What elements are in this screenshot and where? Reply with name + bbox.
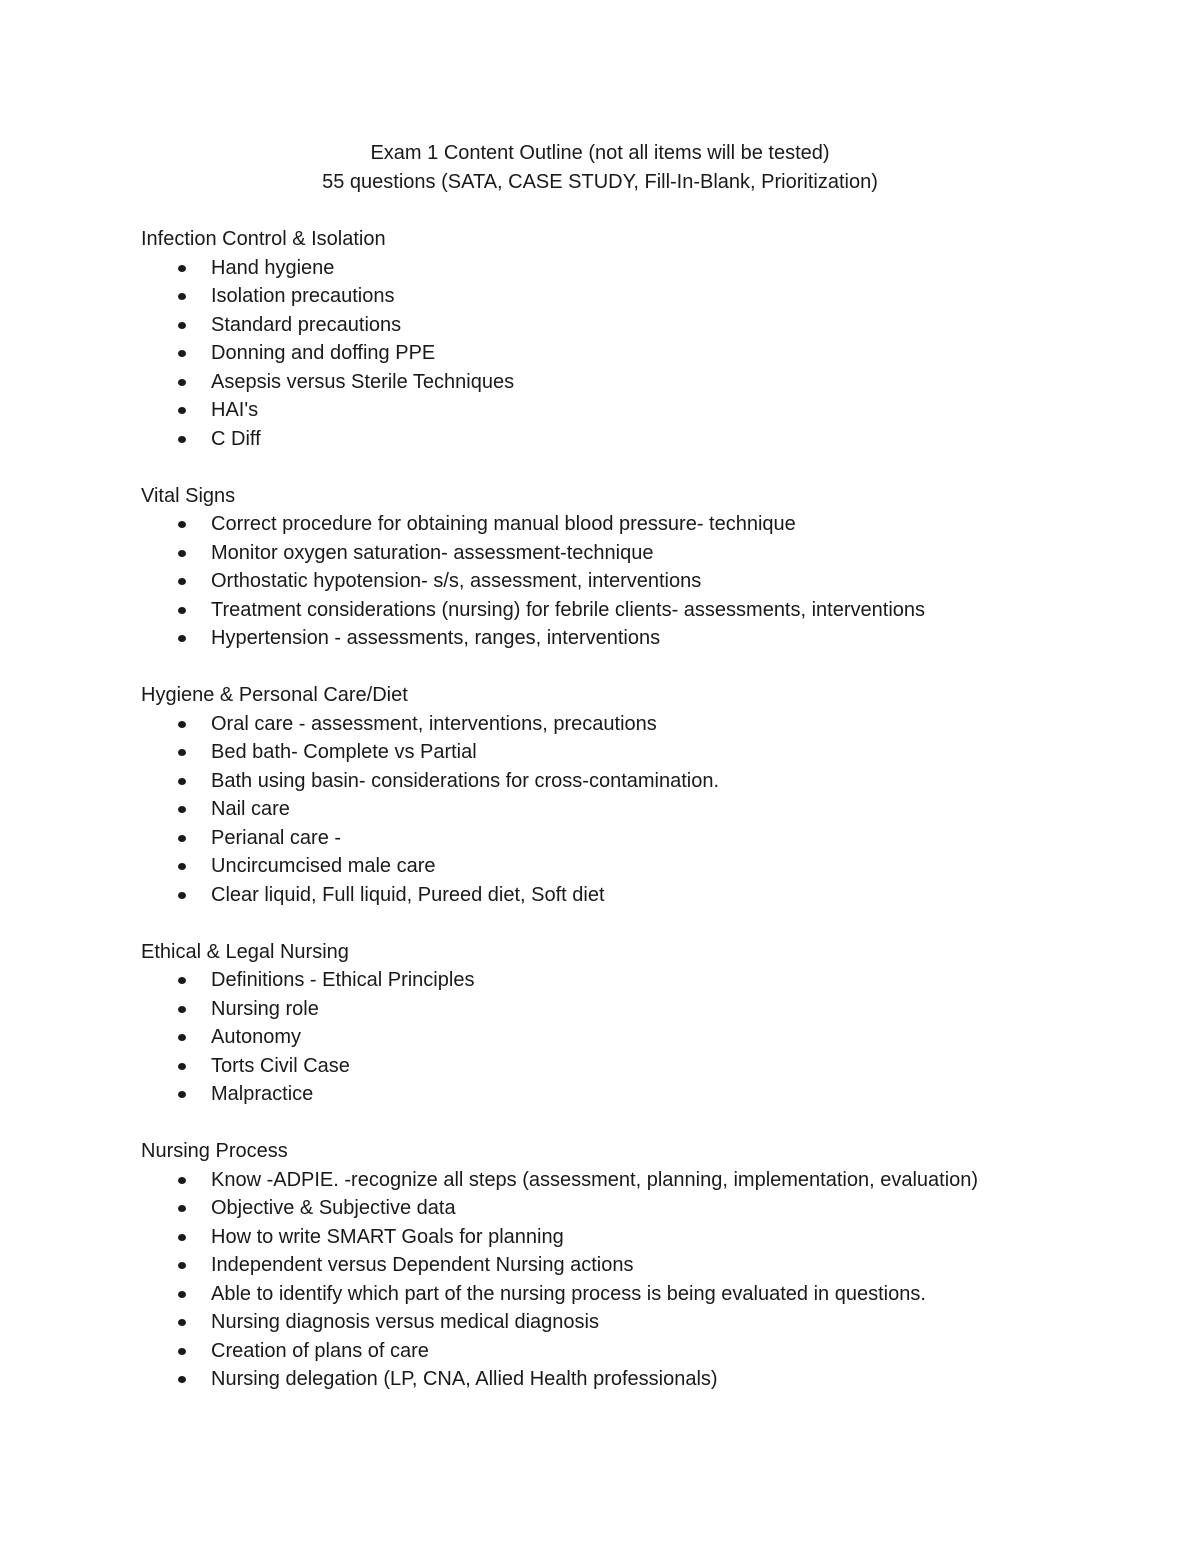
- section-heading: Hygiene & Personal Care/Diet: [141, 684, 408, 706]
- list-item-text: Bed bath- Complete vs Partial: [211, 741, 477, 763]
- bullet-icon: [178, 778, 186, 785]
- list-item-text: Donning and doffing PPE: [211, 342, 436, 364]
- list-item: [141, 510, 1141, 539]
- list-item: [141, 1080, 1141, 1109]
- bullet-icon: [178, 892, 186, 899]
- bullet-icon: [178, 1291, 186, 1298]
- list-item-text: Know -ADPIE. -recognize all steps (assessment, planning, implementation, evaluation): [211, 1168, 979, 1191]
- list-item-text: Bath using basin- considerations for cross-contamination.: [211, 769, 720, 792]
- bullet-icon: [178, 436, 186, 443]
- list-item: [141, 1337, 1141, 1366]
- list-item: [141, 539, 1141, 568]
- list-item: [141, 339, 1141, 368]
- list-item-text: Standard precautions: [211, 313, 402, 336]
- list-item: [141, 852, 1141, 881]
- list-item-text: Isolation precautions: [211, 285, 395, 307]
- bullet-icon: [178, 863, 186, 870]
- bullet-icon: [178, 721, 186, 728]
- bullet-icon: [178, 407, 186, 414]
- list-item: [141, 368, 1141, 397]
- document-title: Exam 1 Content Outline (not all items will be tested): [370, 142, 830, 164]
- bullet-icon: [178, 1348, 186, 1355]
- list-item: [141, 425, 1141, 454]
- list-item-text: Hypertension - assessments, ranges, interventions: [211, 627, 661, 649]
- bullet-icon: [178, 550, 186, 557]
- bullet-icon: [178, 749, 186, 756]
- section-heading: Infection Control & Isolation: [141, 228, 386, 250]
- section-heading: Ethical & Legal Nursing: [141, 940, 349, 963]
- list-item-text: Nursing diagnosis versus medical diagnosis: [211, 1311, 599, 1333]
- bullet-list: [141, 1166, 1141, 1394]
- bullet-icon: [178, 379, 186, 386]
- outline-section: [141, 482, 1141, 653]
- document-header: [0, 139, 1200, 196]
- bullet-icon: [178, 1262, 186, 1269]
- list-item: [141, 966, 1141, 995]
- list-item-text: Objective & Subjective data: [211, 1197, 456, 1219]
- list-item: [141, 396, 1141, 425]
- bullet-icon: [178, 806, 186, 813]
- bullet-icon: [178, 265, 186, 272]
- list-item: [141, 311, 1141, 340]
- outline-content: [141, 225, 1141, 1422]
- list-item: [141, 995, 1141, 1024]
- list-item-text: Monitor oxygen saturation- assessment-technique: [211, 541, 654, 564]
- document-subtitle: 55 questions (SATA, CASE STUDY, Fill-In-Blank, Prioritization): [322, 170, 878, 193]
- bullet-icon: [178, 293, 186, 300]
- list-item: [141, 624, 1141, 653]
- list-item-text: Definitions - Ethical Principles: [211, 969, 475, 991]
- list-item-text: Torts Civil Case: [211, 1054, 350, 1077]
- bullet-icon: [178, 635, 186, 642]
- list-item-text: C Diff: [211, 427, 261, 450]
- bullet-icon: [178, 1205, 186, 1212]
- bullet-icon: [178, 1034, 186, 1041]
- bullet-list: [141, 510, 1141, 653]
- outline-section: [141, 938, 1141, 1109]
- list-item-text: Creation of plans of care: [211, 1339, 429, 1362]
- list-item: [141, 881, 1141, 910]
- list-item-text: Treatment considerations (nursing) for febrile clients- assessments, interventions: [211, 598, 926, 621]
- bullet-icon: [178, 1091, 186, 1098]
- list-item-text: Perianal care -: [211, 826, 342, 849]
- bullet-icon: [178, 1177, 186, 1184]
- list-item: [141, 1251, 1141, 1280]
- list-item-text: HAI's: [211, 399, 259, 421]
- list-item: [141, 824, 1141, 853]
- list-item-text: Correct procedure for obtaining manual blood pressure- technique: [211, 513, 796, 535]
- bullet-icon: [178, 1376, 186, 1383]
- list-item-text: Able to identify which part of the nursing process is being evaluated in questions.: [211, 1282, 926, 1305]
- list-item: [141, 567, 1141, 596]
- list-item: [141, 282, 1141, 311]
- list-item: [141, 795, 1141, 824]
- list-item: [141, 767, 1141, 796]
- bullet-icon: [178, 578, 186, 585]
- bullet-icon: [178, 835, 186, 842]
- list-item-text: Asepsis versus Sterile Techniques: [211, 370, 515, 393]
- list-item: [141, 710, 1141, 739]
- list-item-text: Hand hygiene: [211, 256, 335, 279]
- outline-section: [141, 681, 1141, 909]
- list-item: [141, 1280, 1141, 1309]
- list-item: [141, 596, 1141, 625]
- section-heading: Vital Signs: [141, 484, 236, 507]
- list-item-text: Nursing role: [211, 997, 319, 1020]
- outline-section: [141, 1137, 1141, 1394]
- list-item: [141, 738, 1141, 767]
- bullet-icon: [178, 1006, 186, 1013]
- list-item-text: Nursing delegation (LP, CNA, Allied Health professionals): [211, 1368, 718, 1390]
- bullet-icon: [178, 521, 186, 528]
- list-item: [141, 254, 1141, 283]
- outline-section: [141, 225, 1141, 453]
- bullet-icon: [178, 322, 186, 329]
- list-item: [141, 1052, 1141, 1081]
- bullet-icon: [178, 1234, 186, 1241]
- list-item-text: Independent versus Dependent Nursing actions: [211, 1254, 634, 1276]
- list-item-text: Oral care - assessment, interventions, precautions: [211, 712, 657, 735]
- bullet-icon: [178, 607, 186, 614]
- list-item: [141, 1023, 1141, 1052]
- list-item: [141, 1223, 1141, 1252]
- list-item: [141, 1308, 1141, 1337]
- bullet-icon: [178, 350, 186, 357]
- list-item: [141, 1365, 1141, 1394]
- list-item-text: Autonomy: [211, 1026, 302, 1048]
- list-item-text: How to write SMART Goals for planning: [211, 1225, 564, 1248]
- section-heading: Nursing Process: [141, 1140, 288, 1162]
- list-item-text: Orthostatic hypotension- s/s, assessment, interventions: [211, 570, 702, 592]
- list-item-text: Nail care: [211, 798, 290, 820]
- list-item-text: Clear liquid, Full liquid, Pureed diet, Soft diet: [211, 883, 605, 906]
- bullet-icon: [178, 1063, 186, 1070]
- bullet-icon: [178, 1319, 186, 1326]
- list-item: [141, 1194, 1141, 1223]
- bullet-list: [141, 710, 1141, 910]
- bullet-icon: [178, 977, 186, 984]
- bullet-list: [141, 254, 1141, 454]
- list-item-text: Malpractice: [211, 1083, 314, 1105]
- list-item: [141, 1166, 1141, 1195]
- bullet-list: [141, 966, 1141, 1109]
- list-item-text: Uncircumcised male care: [211, 855, 436, 877]
